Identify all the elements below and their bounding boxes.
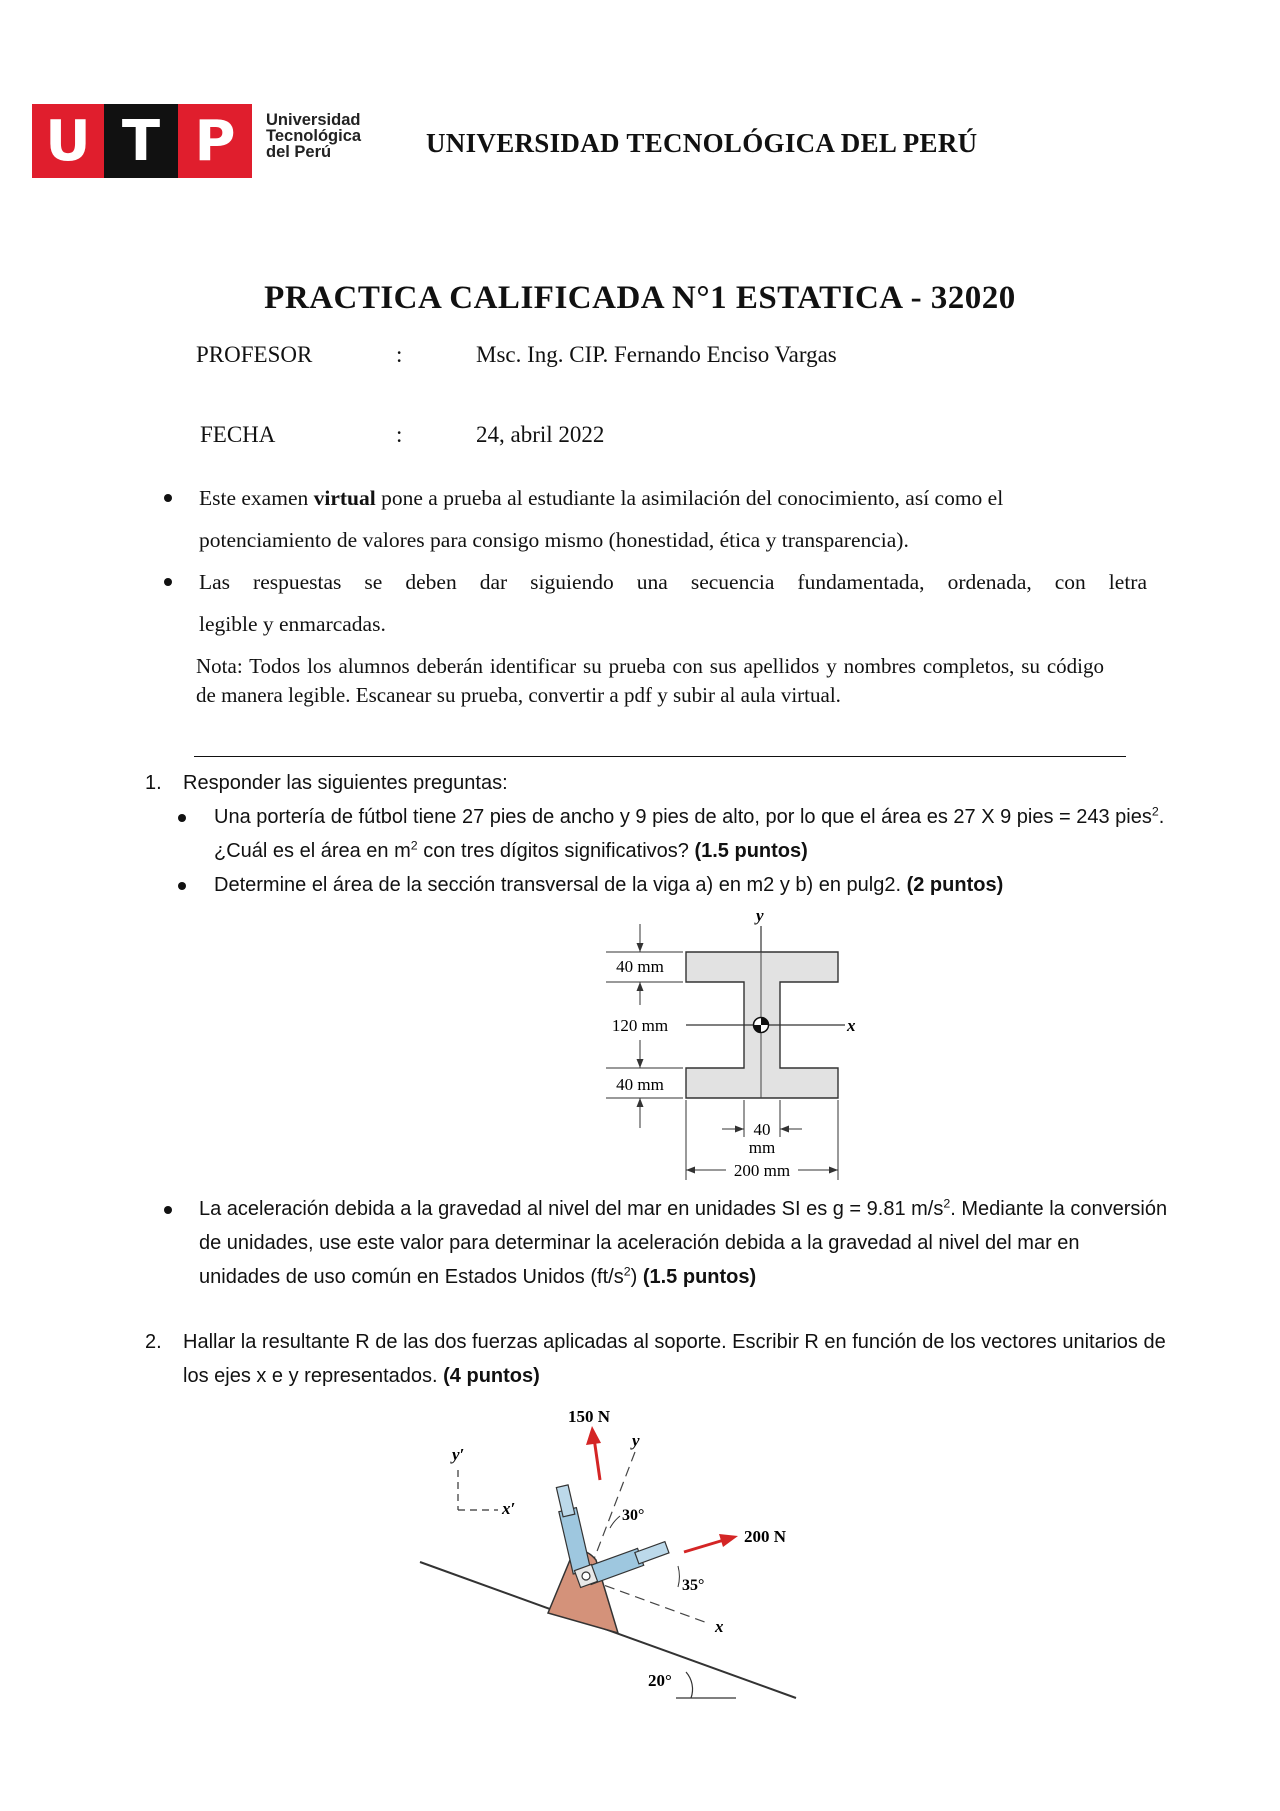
utp-logo [32, 104, 252, 178]
x-axis-label: x [715, 1617, 724, 1636]
slope-angle-arc [686, 1672, 693, 1698]
profesor-colon: : [396, 342, 403, 367]
q1-item-c-line-1 [199, 1192, 1259, 1226]
q1-item-b-text: Determine el área de la sección transversal de la viga a) en m2 y b) en pulg2. [214, 874, 907, 896]
q1-item-c-line-3 [199, 1260, 1259, 1294]
q1-number: 1. [145, 772, 162, 794]
dim-label-web-unit: mm [748, 1138, 776, 1157]
profesor-label: PROFESOR [196, 342, 313, 367]
profesor-value: Msc. Ing. CIP. Fernando Enciso Vargas [476, 342, 837, 367]
q1-item-a-text: Una portería de fútbol tiene 27 pies de ancho y 9 pies de alto, por lo que el área es 27 X 9 pies = 243 pies [214, 806, 1152, 828]
q1-item-c-text: . Mediante la conversión [950, 1198, 1168, 1220]
force-150-arrow [594, 1438, 600, 1480]
superscript: 2 [1151, 804, 1159, 819]
slope-angle-label: 20° [648, 1671, 672, 1690]
superscript: 2 [410, 838, 418, 853]
force-diagram [410, 1400, 810, 1720]
force-200-arrow [684, 1540, 724, 1552]
dim-label-bottom: 40 mm [616, 1075, 664, 1094]
angle-30-label: 30° [622, 1507, 645, 1524]
angle-30-arc [610, 1516, 620, 1528]
force-150-label: 150 N [568, 1407, 611, 1426]
q2-text-part: los ejes x e y representados. [183, 1365, 444, 1387]
q1-item-a [214, 800, 1254, 868]
upper-arm [553, 1484, 590, 1574]
superscript: 2 [943, 1196, 951, 1211]
instruction-1-text: Este examen [199, 486, 314, 510]
dim-label-width: 200 mm [733, 1161, 791, 1180]
dim-arrowhead [735, 1126, 744, 1133]
dim-arrowhead [637, 943, 644, 952]
university-name: UNIVERSIDAD TECNOLÓGICA DEL PERÚ [426, 128, 978, 158]
nota-paragraph: Nota: Todos los alumnos deberán identificar su prueba con sus apellidos y nombres completos, su código de manera legible. Escanear su prueba, convertir a pdf y subir al aula virtual. [196, 654, 1104, 707]
instruction-2-line-2: legible y enmarcadas. [199, 612, 386, 636]
pin [582, 1572, 590, 1580]
angle-35-label: 35° [682, 1577, 705, 1594]
q1-item-c-text: unidades de uso común en Estados Unidos (ft/s [199, 1266, 624, 1288]
q1-item-b [214, 868, 1254, 902]
dim-label-web: 40 [753, 1120, 771, 1139]
bullet [164, 1206, 172, 1214]
arm-sleeve [559, 1508, 591, 1574]
logo-letter-t: T [104, 104, 178, 178]
points-badge: (1.5 puntos) [642, 1266, 757, 1288]
points-badge: (4 puntos) [443, 1365, 540, 1387]
instruction-2-line-1: Las respuestas se deben dar siguiendo una secuencia fundamentada, ordenada, con letra [199, 570, 1147, 594]
q1-item-c-text: ) [630, 1266, 643, 1288]
logo-text-line: del Perú [266, 143, 332, 161]
logo-text-line: Tecnológica [266, 127, 362, 145]
q1-item-a-line-1 [214, 800, 1254, 834]
force-150-arrowhead [586, 1426, 601, 1445]
superscript: 2 [623, 1264, 631, 1279]
lower-arm [585, 1539, 670, 1585]
q1-item-a-text: ¿Cuál es el área en m [214, 840, 411, 862]
q2-line-2 [183, 1359, 1263, 1393]
bullet [178, 814, 186, 822]
force-200-label: 200 N [744, 1527, 787, 1546]
instruction-1-text: pone a prueba al estudiante la asimilación del conocimiento, así como el [375, 486, 1004, 510]
dim-label-top: 40 mm [616, 957, 664, 976]
beam-x-label: x [847, 1016, 856, 1035]
q1-prompt: Responder las siguientes preguntas: [183, 772, 508, 794]
y-prime-label: y′ [452, 1445, 465, 1464]
instruction-1 [199, 477, 1149, 561]
arm-rod [635, 1542, 669, 1564]
instruction-1-line-1 [199, 477, 1149, 519]
points-badge: (1.5 puntos) [694, 840, 808, 862]
fecha-label: FECHA [200, 422, 276, 447]
dim-arrowhead [829, 1167, 838, 1174]
fecha-value: 24, abril 2022 [476, 422, 605, 447]
logo-letter-u: U [32, 104, 104, 178]
beam-section-figure [590, 900, 880, 1190]
q1-item-c-line-2: de unidades, use este valor para determinar la aceleración debida a la gravedad al nivel del mar en [199, 1232, 1080, 1254]
bullet [164, 494, 172, 502]
y-axis-label: y [632, 1431, 640, 1450]
instruction-1-line-2: potenciamiento de valores para consigo mismo (honestidad, ética y transparencia). [199, 528, 909, 552]
dim-arrowhead [780, 1126, 789, 1133]
page-title: PRACTICA CALIFICADA N°1 ESTATICA - 32020 [264, 280, 1016, 316]
x-prime-label: x′ [502, 1499, 516, 1518]
q1-item-c-text: La aceleración debida a la gravedad al nivel del mar en unidades SI es g = 9.81 m/s [199, 1198, 944, 1220]
q1-item-a-text: con tres dígitos significativos? [417, 840, 695, 862]
dim-label-middle: 120 mm [611, 1016, 669, 1035]
q1-item-a-line-2 [214, 834, 1254, 868]
bullet [178, 882, 186, 890]
angle-35-arc [678, 1566, 679, 1587]
dim-arrowhead [637, 982, 644, 991]
beam-y-label: y [756, 906, 764, 925]
fecha-colon: : [396, 422, 403, 447]
dim-arrowhead [637, 1059, 644, 1068]
q1-item-c [199, 1192, 1259, 1294]
instruction-1-bold: virtual [313, 486, 376, 510]
dim-arrowhead [637, 1098, 644, 1107]
q2-text [183, 1325, 1263, 1393]
q2-line-1: Hallar la resultante R de las dos fuerzas aplicadas al soporte. Escribir R en función de los vectores unitarios de [183, 1331, 1166, 1353]
divider [194, 756, 1126, 757]
force-200-arrowhead [719, 1534, 738, 1547]
logo-text-line: Universidad [266, 111, 361, 129]
logo-letter-p: P [178, 104, 252, 178]
points-badge: (2 puntos) [906, 874, 1004, 896]
q1-item-a-text: . [1158, 806, 1165, 828]
dim-arrowhead [686, 1167, 695, 1174]
logo-wordmark [266, 112, 361, 160]
q2-number: 2. [145, 1331, 162, 1353]
bullet [164, 578, 172, 586]
instruction-2 [199, 561, 1147, 645]
